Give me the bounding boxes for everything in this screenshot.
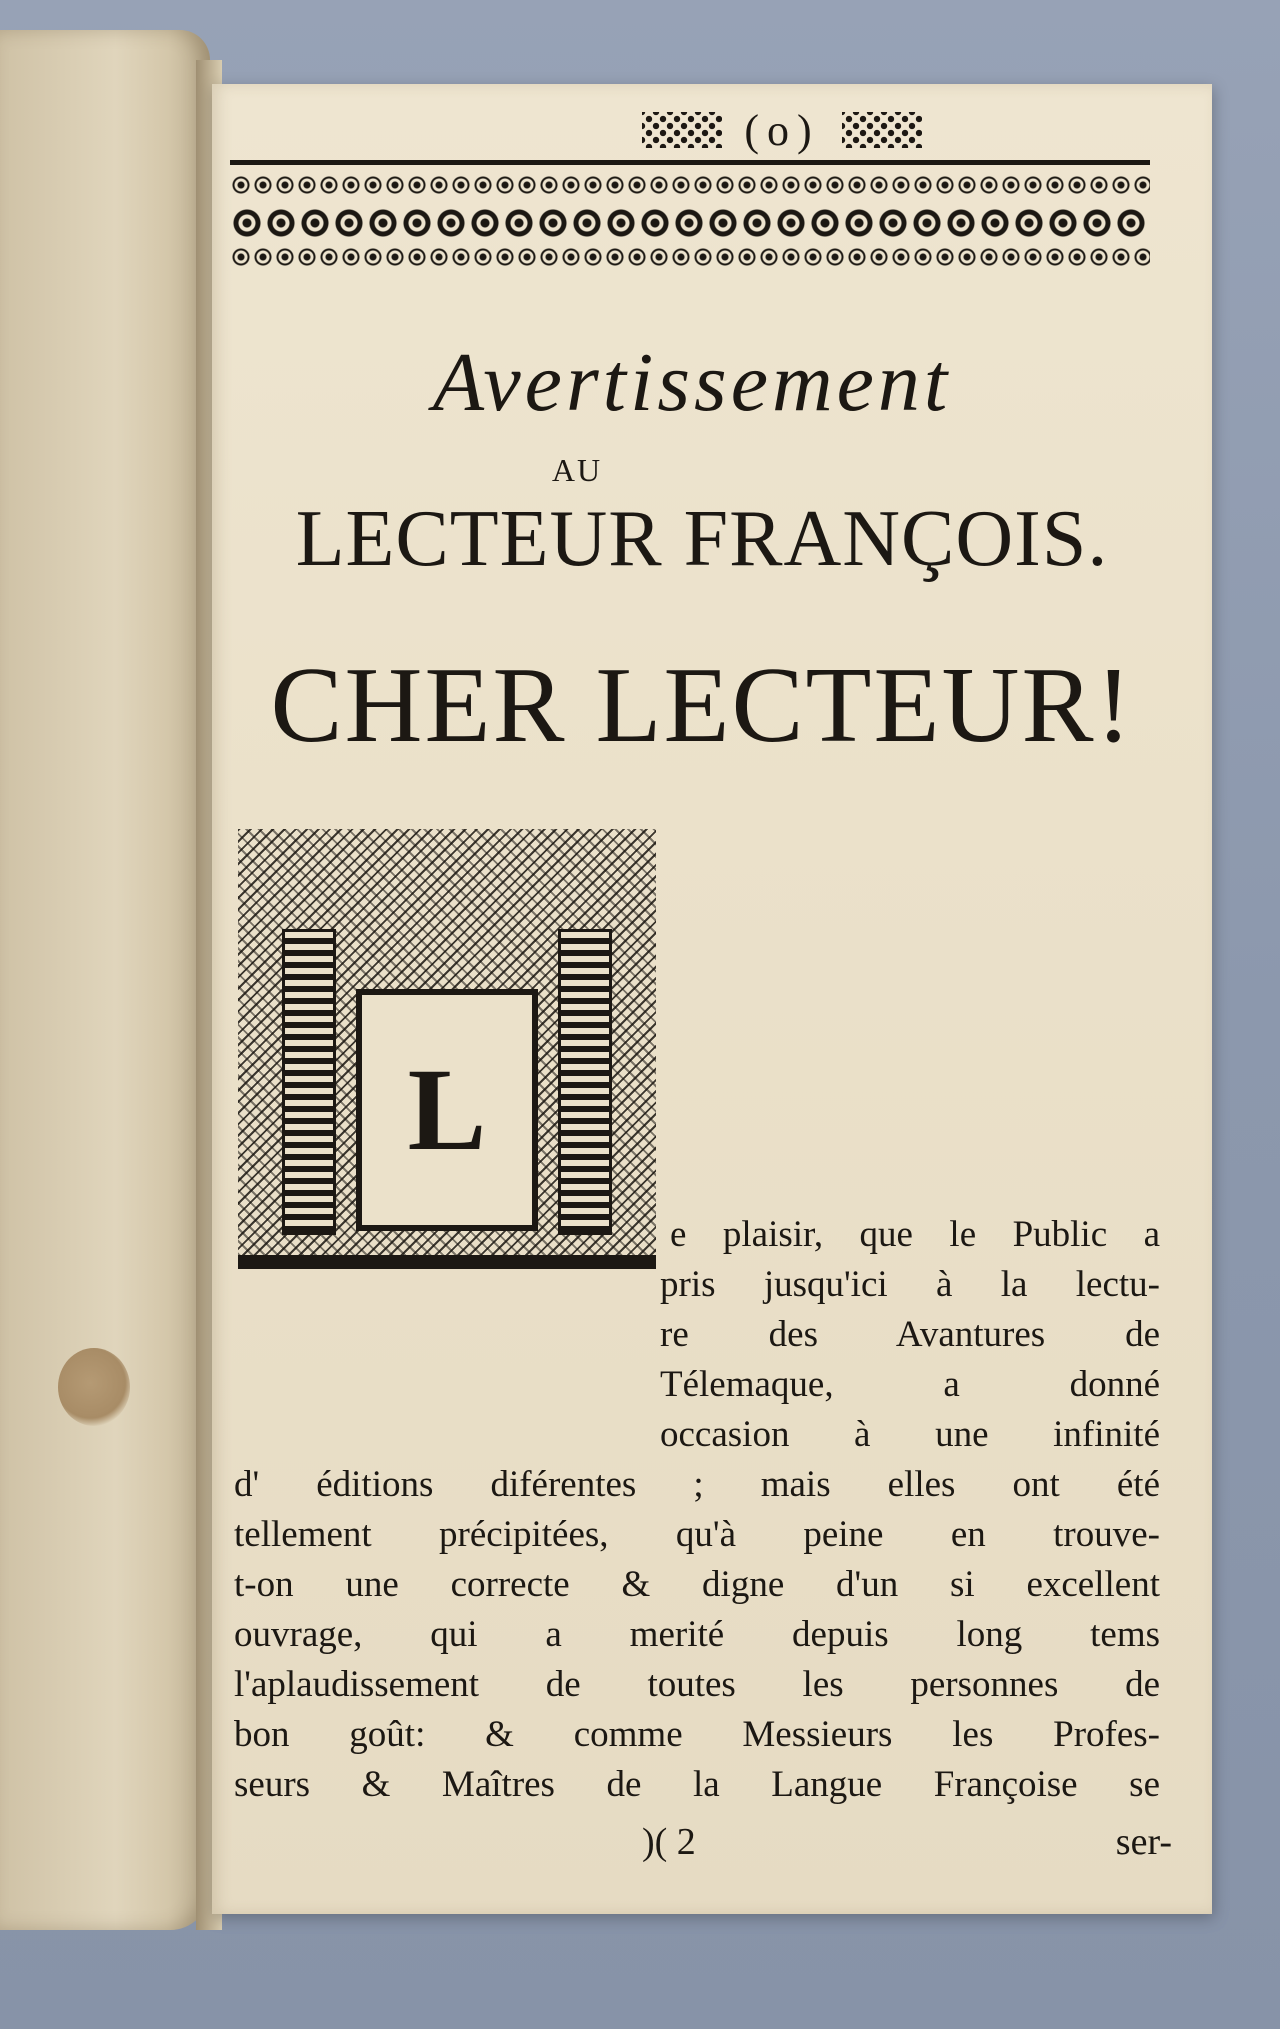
tree-ornament-right-icon <box>558 929 612 1235</box>
header-rule <box>230 160 1150 165</box>
initial-frame <box>356 989 538 1231</box>
paper-stain <box>58 1348 130 1426</box>
drop-cap-letter: L <box>407 1044 487 1175</box>
text-line: t-on une correcte & digne d'un si excellent <box>234 1564 1160 1605</box>
salutation-heading: CHER LECTEUR! <box>270 646 1134 765</box>
ornament-band-bottom <box>230 246 1150 268</box>
book-page <box>212 84 1212 1914</box>
text-line: seurs & Maîtres de la Langue Françoise se <box>234 1764 1160 1805</box>
ornament-band-top <box>230 174 1150 196</box>
text-line: re des Avantures de <box>660 1314 1160 1355</box>
folio: (o) <box>744 105 820 155</box>
running-head <box>512 100 1052 160</box>
paragraph-side-lines <box>660 1210 1160 1460</box>
tree-ornament-left-icon <box>282 929 336 1235</box>
left-page-edge <box>0 30 210 1930</box>
fleuron-left-icon <box>642 112 722 148</box>
text-line: Télemaque, a donné <box>660 1364 1160 1405</box>
text-line: e plaisir, que le Public a <box>670 1214 1160 1255</box>
text-line: bon goût: & comme Messieurs les Profes- <box>234 1714 1160 1755</box>
decorated-initial <box>238 829 656 1269</box>
text-line: occasion à une infinité <box>660 1414 1160 1455</box>
text-line: ouvrage, qui a merité depuis long tems <box>234 1614 1160 1655</box>
text-line: pris jusqu'ici à la lectu- <box>660 1264 1160 1305</box>
subtitle-lecteur: LECTEUR FRANÇOIS. <box>295 495 1109 583</box>
text-line: l'aplaudissement de toutes les personnes de <box>234 1664 1160 1705</box>
paragraph-full-lines <box>234 1460 1160 1810</box>
catchword: ser- <box>1115 1821 1172 1863</box>
signature-mark: )( 2 <box>642 1821 696 1863</box>
fleuron-right-icon <box>842 112 922 148</box>
page-title: Avertissement <box>432 336 952 429</box>
text-line: d' éditions diférentes ; mais elles ont été <box>234 1464 1160 1505</box>
subtitle-au: AU <box>551 452 603 488</box>
text-line: tellement précipitées, qu'à peine en trouve- <box>234 1514 1160 1555</box>
ornament-band-middle <box>230 206 1150 240</box>
